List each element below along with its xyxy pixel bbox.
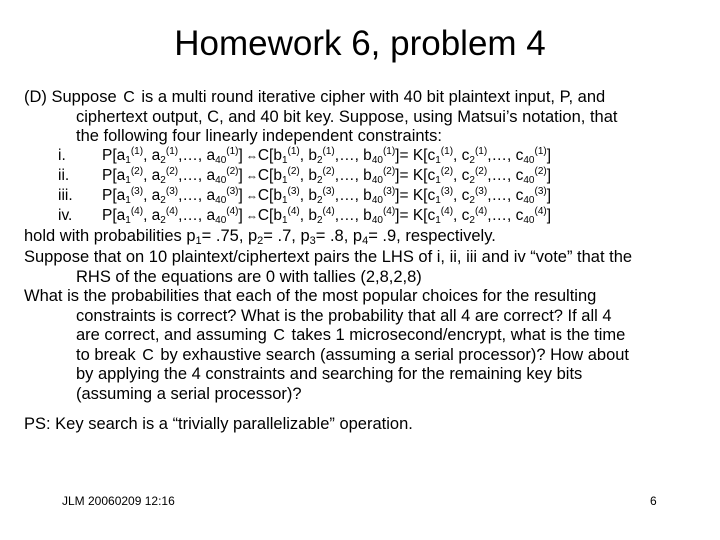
cipher-symbol-icon: C (273, 327, 285, 344)
intro-text: (D) Suppose (24, 88, 117, 106)
intro-line-2: ciphertext output, C, and 40 bit key. Suppose, using Matsui’s notation, that (76, 107, 618, 126)
ps-note: PS: Key search is a “trivially parallelizable” operation. (24, 415, 413, 433)
vote-line-2: RHS of the equations are 0 with tallies (2,8,2,8) (76, 267, 422, 286)
constraint-equation: $P[a_1^{(4)}$, $a_2^{(4)},\dots$, $a_{40}^{(4)}$] $\Leftrightarrow C[b_1^{(4)}$, $b_2^{(4)},\dots$, $b_{40}^{(4)}]= K[c_1^{(4)}$, $c_2^{(4)},\dots$, $c_{40}^{(4)}$] (102, 206, 552, 226)
constraint-equation: $P[a_1^{(1)}$, $a_2^{(1)},\dots$, $a_{40}^{(1)}$] $\Leftrightarrow C[b_1^{(1)}$, $b_2^{(1)},\dots$, $b_{40}^{(1)}]= K[c_1^{(1)}$, $c_2^{(1)},\dots$, $c_{40}^{(1)}$] (102, 146, 552, 166)
probabilities-line (24, 227, 704, 247)
question-line-1: What is the probabilities that each of the most popular choices for the resulting (24, 287, 597, 305)
page-number: 6 (650, 494, 657, 508)
constraint-number: iii. (58, 187, 73, 204)
prob-text: = .75, p (201, 227, 258, 245)
prob-sub: 4 (362, 235, 369, 247)
constraint-equation: $P[a_1^{(2)}$, $a_2^{(2)},\dots$, $a_{40}^{(2)}$] $\Leftrightarrow C[b_1^{(2)}$, $b_2^{(2)},\dots$, $b_{40}^{(2)}]= K[c_1^{(2)}$, $c_2^{(2)},\dots$, $c_{40}^{(2)}$] (102, 166, 552, 186)
question-text: by exhaustive search (assuming a serial processor)? How about (160, 345, 630, 364)
constraint-equation: $P[a_1^{(3)}$, $a_2^{(3)},\dots$, $a_{40}^{(3)}$] $\Leftrightarrow C[b_1^{(3)}$, $b_2^{(3)},\dots$, $b_{40}^{(3)}]= K[c_1^{(3)}$, $c_2^{(3)},\dots$, $c_{40}^{(3)}$] (102, 186, 552, 206)
constraint-row (58, 166, 551, 186)
prob-text: = .7, p (263, 227, 310, 245)
footer-date: JLM 20060209 12:16 (62, 494, 175, 508)
cipher-symbol-icon: C (123, 89, 135, 106)
question-line-6: (assuming a serial processor)? (76, 384, 302, 403)
intro-line-3: the following four linearly independent constraints: (76, 127, 442, 145)
question-line-4 (24, 346, 704, 366)
vote-paragraph (24, 248, 704, 287)
question-text: to break (76, 345, 136, 364)
iff-arrow-icon: ⇔ (245, 149, 258, 163)
question-line-3 (24, 326, 704, 346)
prob-text: hold with probabilities p (24, 227, 196, 245)
question-text: are correct, and assuming (76, 326, 267, 344)
prob-text: = .9, respectively. (368, 227, 496, 245)
constraint-number: iv. (58, 207, 73, 224)
question-line-2: constraints is correct? What is the probability that all 4 are correct? If all 4 (76, 306, 612, 325)
iff-arrow-icon: ⇔ (245, 169, 258, 183)
constraint-number: i. (58, 147, 66, 164)
constraint-row (58, 146, 551, 166)
prob-text: = .8, p (315, 227, 363, 245)
intro-paragraph (24, 88, 704, 147)
iff-arrow-icon: ⇔ (245, 189, 258, 203)
question-text: takes 1 microsecond/encrypt, what is the time (291, 326, 626, 344)
slide-title: Homework 6, problem 4 (174, 24, 546, 63)
intro-text: is a multi round iterative cipher with 40 bit plaintext input, P, and (141, 88, 606, 106)
question-line-5: by applying the 4 constraints and searching for the remaining key bits (76, 365, 583, 383)
vote-line-1: Suppose that on 10 plaintext/ciphertext pairs the LHS of i, ii, iii and iv “vote” that the (24, 248, 633, 266)
constraint-number: ii. (58, 167, 70, 184)
question-paragraph (24, 287, 704, 404)
constraint-list (58, 146, 551, 226)
iff-arrow-icon: ⇔ (245, 209, 258, 223)
cipher-symbol-icon: C (142, 346, 154, 364)
prob-sub: 2 (257, 235, 264, 247)
constraint-row (58, 206, 551, 226)
intro-line-1 (24, 88, 704, 108)
prob-sub: 1 (195, 235, 202, 247)
constraint-row (58, 186, 551, 206)
prob-sub: 3 (309, 235, 316, 247)
